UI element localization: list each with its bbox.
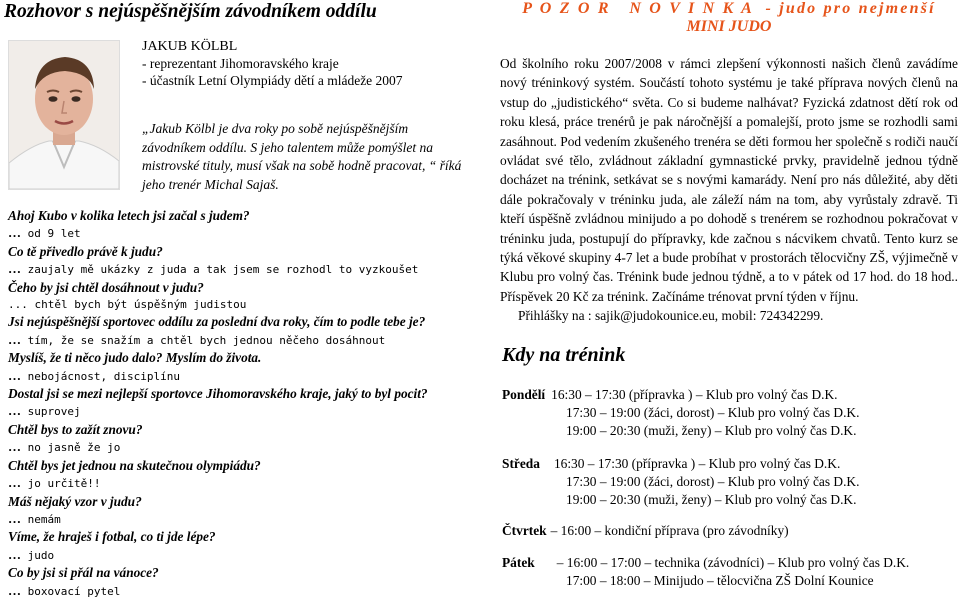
achievement-list <box>142 55 472 89</box>
portrait-image <box>9 41 119 189</box>
schedule-row <box>502 522 789 540</box>
coach-quote: „Jakub Kölbl je dva roky po sobě nejúspěšnějším závodníkem oddílu. S jeho talentem může pomýšlet na mistrovské tituly, musí však na sobě hodně pracovat, “ říká jeho trenér Michal Sajaš. <box>142 121 462 192</box>
interview-question: Co tě přivedlo právě k judu? <box>8 243 163 259</box>
article-title: Rozhovor s nejúspěšnějším závodníkem oddílu <box>4 1 377 22</box>
answer-ellipsis: … <box>8 546 21 562</box>
answer-text: no jasně že jo <box>21 441 121 455</box>
schedule-time: 17:30 – 19:00 (žáci, dorost) – Klub pro volný čas D.K. <box>566 474 860 489</box>
interview-answer <box>8 546 474 564</box>
schedule-day: Čtvrtek <box>502 523 547 538</box>
interview-column <box>4 0 474 610</box>
schedule-time: 19:00 – 20:30 (muži, ženy) – Klub pro volný čas D.K. <box>566 423 857 438</box>
schedule-row <box>502 473 859 491</box>
schedule-title: Kdy na trénink <box>502 343 626 366</box>
answer-ellipsis: … <box>8 439 21 455</box>
answer-text: suprovej <box>21 405 81 419</box>
interview-answer <box>8 224 474 242</box>
interview-answer <box>8 438 474 456</box>
answer-text: judo <box>21 548 55 562</box>
news-heading-line-2: MINI JUDO <box>686 18 772 35</box>
schedule-day-block <box>502 522 789 540</box>
answer-text: ... chtěl bych být úspěšným judistou <box>8 298 247 312</box>
interview-question: Chtěl bys to zažít znovu? <box>8 421 143 437</box>
answer-ellipsis: … <box>8 403 21 419</box>
interview-answer <box>8 474 474 492</box>
schedule-time: 19:00 – 20:30 (muži, ženy) – Klub pro volný čas D.K. <box>566 492 857 507</box>
interview-question: Ahoj Kubo v kolika letech jsi začal s judem? <box>8 208 250 223</box>
answer-ellipsis: … <box>8 475 21 491</box>
interview-answer <box>8 260 474 278</box>
interview-question: Chtěl bys jet jednou na skutečnou olympiádu? <box>8 457 261 473</box>
interview-qa <box>8 207 474 600</box>
news-paragraph: Od školního roku 2007/2008 v rámci zlepšení výkonnosti našich členů zavádíme nový tréninkový systém. Součástí tohoto systému je také příprava nových členů na vstup do „judistického“ světa. Co si budeme nalhávat? Fyzická zdatnost dětí rok od roku klesá, práce trenérů je pak náročnější a pomalejší, proto jsme se rozhodli sami zasáhnout. Pod vedením zkušeného trenéra se děti formou her společně s rodiči naučí ovládat své tělo, zvládnout základní gymnastické prvky, pravidelně jednou týdně docházet na trénink, setkávat se s novými kamarády. Není pro nás důležité, aby děti dále pokračovaly v tréninku juda, ale záleží nám na tom, aby vyrůstaly zdravě. Ti kteří úspěšně zvládnou minijudo a po dohodě s trenérem se rozhodnou pokračovat v tréninku juda, postupují do přípravky, kde začnou s nácvikem chvatů. Tento kurz se týká věkové skupiny 4-7 let a bude probíhat v prostorách tělocvičny ZŠ, výjimečně v Klubu pro volný čas. Trénink bude jednou týdně, a to v pátek od 17 hod. do 18 hod.. Příspěvek 20 Kč za trénink. Začínáme trénovat první týden v říjnu. <box>500 56 958 304</box>
schedule-time: 16:30 – 17:30 (přípravka ) – Klub pro volný čas D.K. <box>553 456 841 471</box>
schedule-row <box>502 572 909 590</box>
interview-question: Víme, že hraješ i fotbal, co ti jde lépe? <box>8 529 216 545</box>
answer-text: boxovací pytel <box>21 584 121 598</box>
interview-answer <box>8 582 474 600</box>
schedule-time: 16:30 – 17:30 (přípravka ) – Klub pro volný čas D.K. <box>551 387 838 402</box>
answer-text: nebojácnost, disciplínu <box>21 369 180 383</box>
news-column <box>500 0 958 610</box>
schedule-day-block <box>502 386 859 440</box>
achievement-item: - reprezentant Jihomoravského kraje <box>142 55 472 72</box>
interview-answer <box>8 510 474 528</box>
answer-text: jo určitě!! <box>21 477 101 491</box>
schedule-day: Pátek <box>502 555 535 570</box>
schedule-time: 17:00 – 18:00 – Minijudo – tělocvična ZŠ Dolní Kounice <box>566 573 874 588</box>
answer-ellipsis: … <box>8 225 21 241</box>
schedule-day: Pondělí <box>502 387 546 402</box>
interview-answer <box>8 367 474 385</box>
schedule-row <box>502 455 859 473</box>
answer-text: tím, že se snažím a chtěl bych jednou něčeho dosáhnout <box>21 333 386 347</box>
answer-ellipsis: … <box>8 261 21 277</box>
interview-answer <box>8 402 474 420</box>
answer-text: od 9 let <box>21 227 81 241</box>
answer-ellipsis: … <box>8 510 21 526</box>
schedule-row <box>502 404 859 422</box>
interview-question: Dostal jsi se mezi nejlepší sportovce Jihomoravského kraje, jaký to byl pocit? <box>8 386 428 402</box>
answer-text: nemám <box>21 512 61 526</box>
schedule-time: – 16:00 – 17:00 – technika (závodníci) – Klub pro volný čas D.K. <box>556 555 910 570</box>
answer-ellipsis: … <box>8 582 21 598</box>
athlete-name: JAKUB KÖLBL <box>142 39 238 54</box>
news-heading <box>500 0 958 36</box>
news-heading-line-1: P O Z O R N O V I N K A - judo pro nejmenší <box>522 0 936 17</box>
portrait-photo <box>8 40 120 190</box>
schedule-row <box>502 422 859 440</box>
interview-question: Myslíš, že ti něco judo dalo? Myslím do života. <box>8 350 262 366</box>
schedule-day-block <box>502 554 909 590</box>
answer-ellipsis: … <box>8 331 21 347</box>
answer-text: zaujaly mě ukázky z juda a tak jsem se rozhodl to vyzkoušet <box>21 263 419 277</box>
interview-question: Jsi nejúspěšnější sportovec oddílu za poslední dva roky, čím to podle tebe je? <box>8 314 426 330</box>
signup-info: Přihlášky na : sajik@judokounice.eu, mobil: 724342299. <box>518 308 824 324</box>
schedule-row <box>502 491 859 509</box>
athlete-profile <box>142 38 472 89</box>
schedule-row <box>502 554 909 572</box>
interview-answer <box>8 331 474 349</box>
schedule-row <box>502 386 859 404</box>
schedule-day-block <box>502 455 859 509</box>
achievement-item: - účastník Letní Olympiády dětí a mládeže 2007 <box>142 72 472 89</box>
news-body <box>500 54 958 326</box>
schedule-time: – 16:00 – kondiční příprava (pro závodníky) <box>550 523 789 538</box>
interview-question: Máš nějaký vzor v judu? <box>8 493 142 509</box>
schedule-day: Středa <box>502 456 540 471</box>
answer-ellipsis: … <box>8 367 21 383</box>
interview-question: Co by jsi si přál na vánoce? <box>8 565 159 581</box>
schedule-time: 17:30 – 19:00 (žáci, dorost) – Klub pro volný čas D.K. <box>566 405 860 420</box>
interview-answer <box>8 296 474 313</box>
interview-question: Čeho by jsi chtěl dosáhnout v judu? <box>8 279 204 295</box>
